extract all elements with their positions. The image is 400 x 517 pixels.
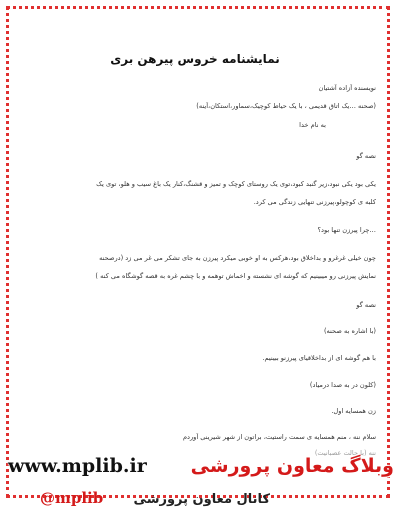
speaker-grandma: ننه (با حالت عصبانیت) (314, 449, 376, 457)
speaker-narrator: نصه گو (356, 152, 376, 160)
paragraph-line: یکی بود یکی نبود،زیر گنبد کبود،توی یک روستای کوچک و تمیز و قشنگ،کنار یک باغ سیب و هلو، توی یک (96, 180, 376, 188)
document-page (14, 14, 376, 484)
stage-direction: (کلون در به صدا درمیاد) (309, 381, 376, 389)
invocation-line: به نام خدا (299, 121, 326, 129)
paragraph-line: کلبه ی کوچولو،پیرزنی تنهایی زندگی می کرد. (253, 198, 376, 206)
paragraph-line: با هم گوشه ای از بداخلاقیای پیرزنو ببینیم. (262, 354, 376, 362)
watermark-channel: کانال معاون پرورشی (133, 492, 270, 507)
speaker-neighbor: زن همسایه اول. (331, 407, 376, 415)
paragraph-line: نمایش پیرزنی رو میبینیم که گوشه ای نشسته و اخماش توهمه و با چشم غره به قصه گوشگاه می کنه ) (95, 272, 376, 280)
watermark-brand: وبلاگ معاون پرورشی (190, 455, 394, 477)
paragraph-line: چون خیلی غرغرو و بداخلاق بود،هرکس به او خوبی میکرد پیرزن به جای تشکر می غر می زد (درصحنه (99, 254, 376, 262)
speaker-narrator: نصه گو (356, 301, 376, 309)
watermark-url[interactable]: www.mplib.ir (8, 455, 147, 477)
author-line: نویسنده آزاده آشتیان (318, 84, 376, 92)
stage-direction: (با اشاره به صحنه) (323, 327, 376, 335)
scene-description: (صحنه …یک اتاق قدیمی ، با یک حیاط کوچیک،سماور،استکان،آینه) (196, 102, 376, 110)
paragraph-line: سلام ننه ، منم همسایه ی سمت راستیت، براتون از شهر شیرینی آوردم (182, 433, 376, 441)
watermark-handle[interactable]: @mplib (40, 489, 104, 507)
paragraph-line: …چرا پیرزن تنها بود؟ (317, 226, 376, 234)
document-title: نمایشنامه خروس پیرهن بری (110, 52, 280, 66)
